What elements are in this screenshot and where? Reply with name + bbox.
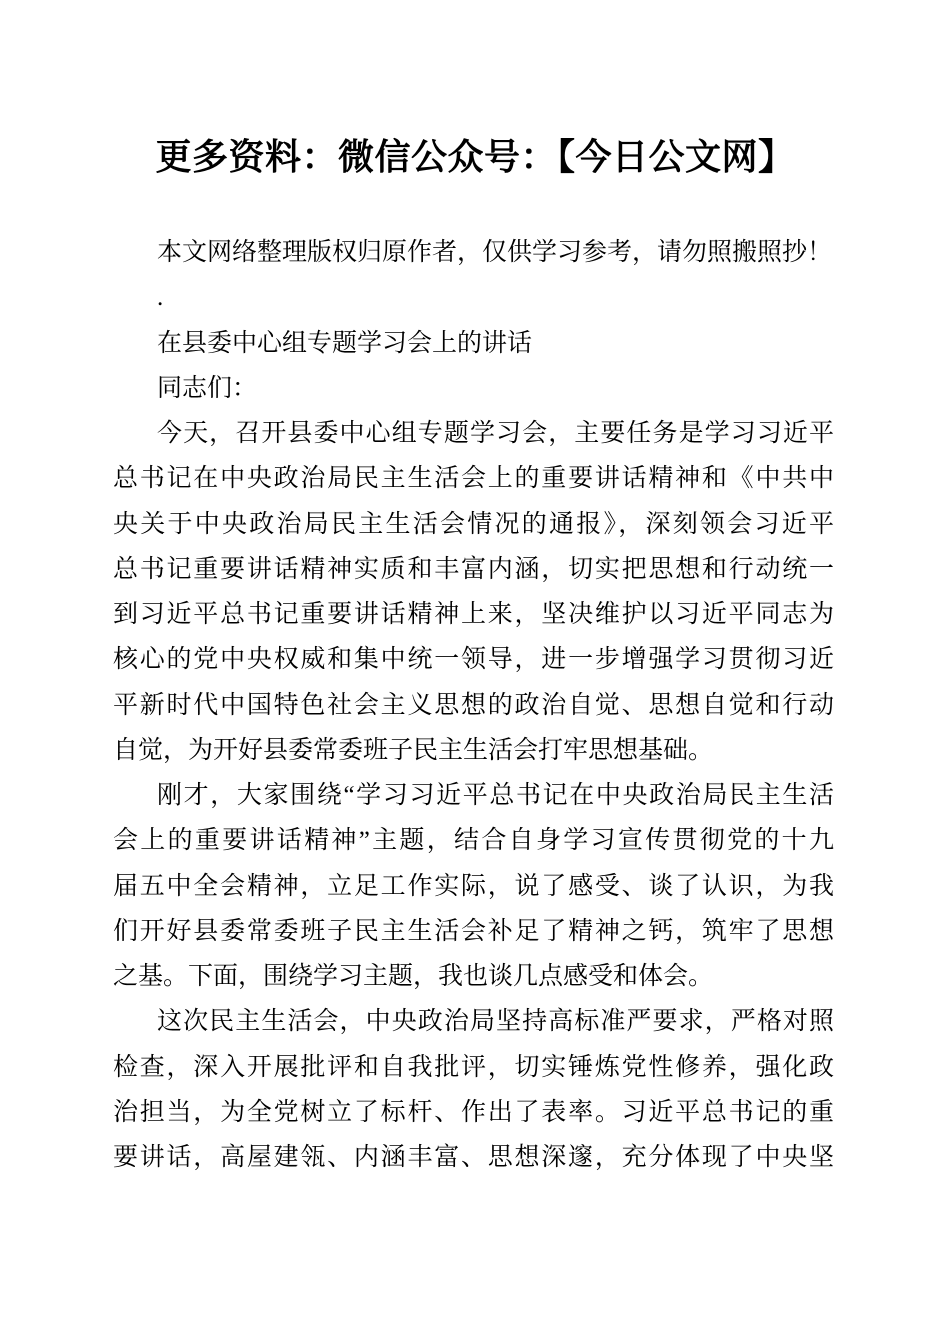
text-line: 会上的重要讲话精神”主题，结合自身学习宣传贯彻党的十九 [113, 827, 834, 855]
text-line: 央关于中央政治局民主生活会情况的通报》，深刻领会习近平 [113, 510, 834, 538]
text-line: 平新时代中国特色社会主义思想的政治自觉、思想自觉和行动 [113, 691, 834, 719]
paragraph-dot-line [113, 275, 834, 320]
text-line: 自觉，为开好县委常委班子民主生活会打牢思想基础。 [113, 736, 714, 764]
text-line: 这次民主生活会，中央政治局坚持高标准严要求，严格对照 [157, 1008, 834, 1036]
text-line: 同志们： [157, 374, 258, 402]
paragraph-copyright-note [113, 230, 834, 275]
text-line: 们开好县委常委班子民主生活会补足了精神之钙，筑牢了思想 [113, 917, 834, 945]
text-line: 今天，召开县委中心组专题学习会，主要任务是学习习近平 [157, 420, 834, 447]
text-line: 治担当，为全党树立了标杆、作出了表率。习近平总书记的重 [113, 1098, 834, 1126]
text-line: 届五中全会精神，立足工作实际，说了感受、谈了认识，为我 [113, 872, 834, 900]
text-line: 要讲话，高屋建瓴、内涵丰富、思想深邃，充分体现了中央坚 [113, 1144, 834, 1171]
text-line: 之基。下面，围绕学习主题，我也谈几点感受和体会。 [113, 963, 714, 990]
text-line: 在县委中心组专题学习会上的讲话 [157, 329, 533, 357]
paragraph-paragraph-2 [113, 773, 834, 999]
text-line: 到习近平总书记重要讲话精神上来，坚决维护以习近平同志为 [113, 601, 834, 628]
paragraph-speech-title [113, 321, 834, 366]
document-body [113, 230, 834, 1180]
text-line: 本文网络整理版权归原作者，仅供学习参考，请勿照搬照抄！ [157, 239, 833, 266]
text-line: 核心的党中央权威和集中统一领导，进一步增强学习贯彻习近 [113, 646, 834, 674]
text-line: 总书记在中央政治局民主生活会上的重要讲话精神和《中共中 [113, 465, 834, 493]
text-line: . [157, 284, 164, 312]
text-line: 刚才，大家围绕“学习习近平总书记在中央政治局民主生活 [157, 782, 834, 809]
text-line: 总书记重要讲话精神实质和丰富内涵，切实把思想和行动统一 [113, 555, 834, 583]
paragraph-paragraph-3 [113, 999, 834, 1180]
document-title: 更多资料：微信公众号：【今日公文网】 [155, 137, 795, 177]
text-line: 检查，深入开展批评和自我批评，切实锤炼党性修养，强化政 [113, 1053, 834, 1081]
paragraph-salutation [113, 366, 834, 411]
paragraph-paragraph-1 [113, 411, 834, 773]
